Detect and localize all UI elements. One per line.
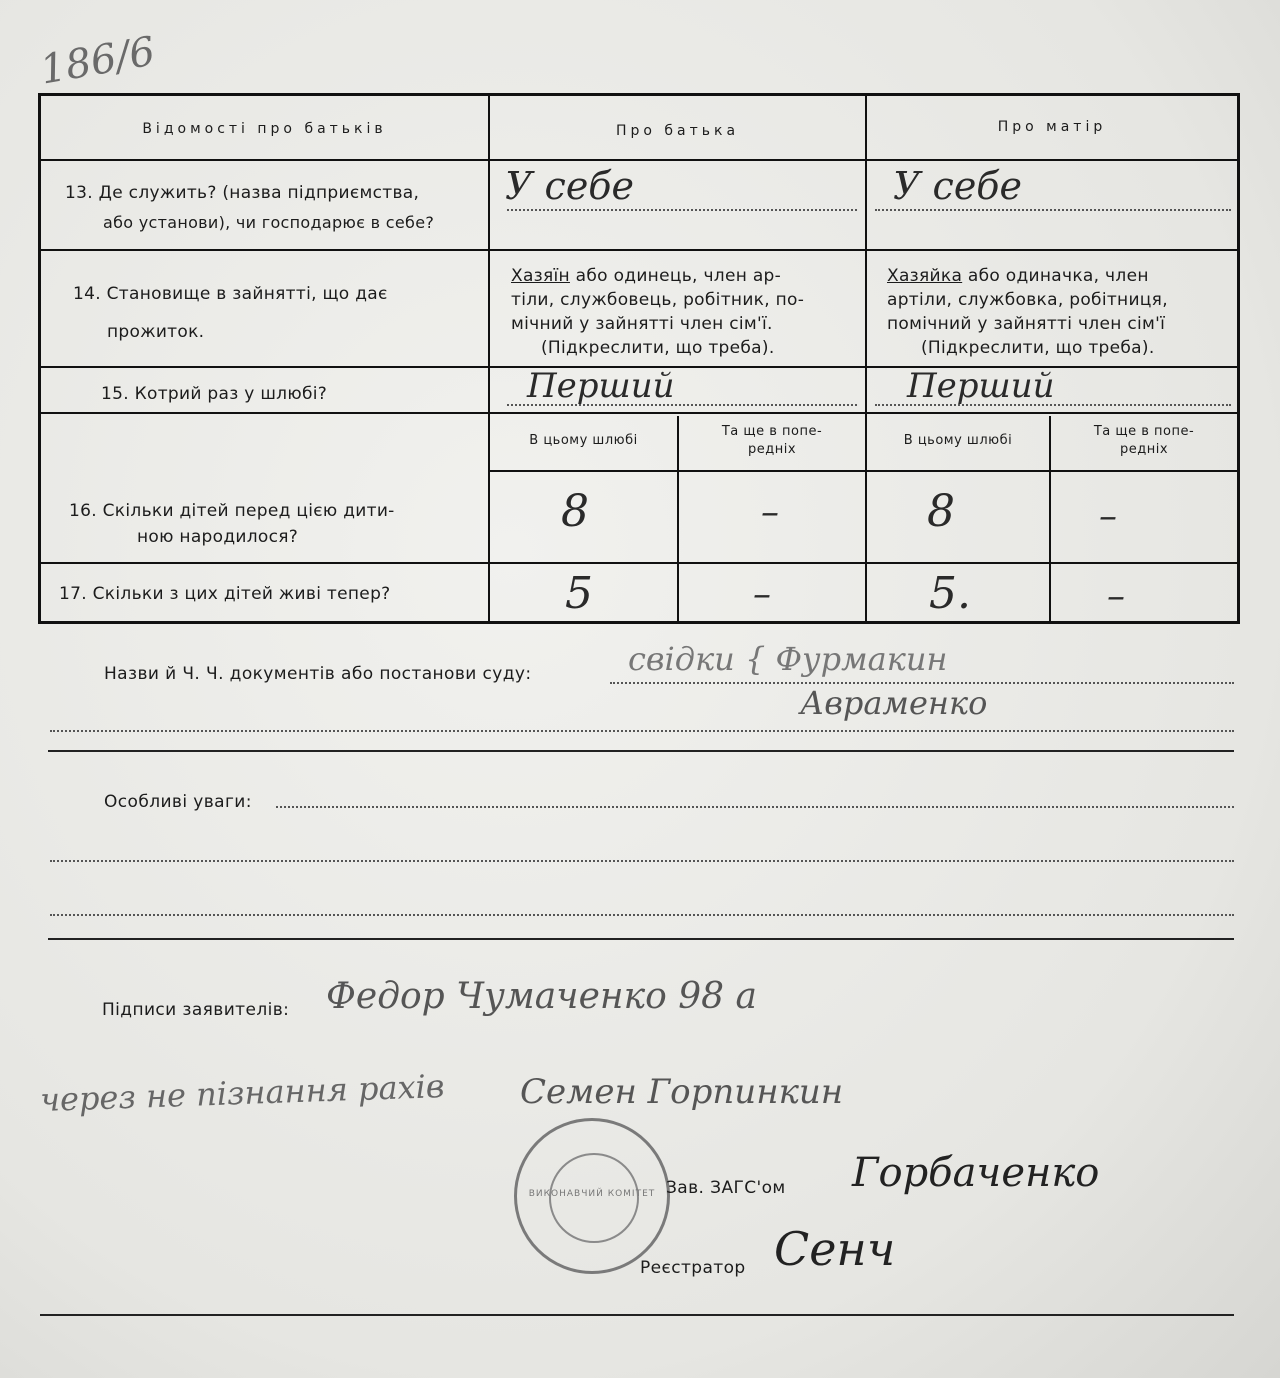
q17-mother-prev: –	[1107, 576, 1125, 617]
q14-mother-line3: помічний у зайнятті член сім'ї	[887, 314, 1166, 334]
q16-father-prev: –	[761, 492, 779, 533]
q14-father-line2: тіли, службовець, робітник, по-	[511, 290, 805, 310]
q14-mother-line2: артіли, службовка, робітниця,	[887, 290, 1168, 310]
documents-rule	[48, 750, 1234, 752]
header-parents-info: Відомості про батьків	[142, 121, 387, 137]
q15-label: 15. Котрий раз у шлюбі?	[101, 384, 328, 404]
documents-dotted-line-2	[50, 730, 1234, 732]
q13-label-line2: або установи), чи господарює в себе?	[103, 213, 435, 232]
stamp-text: ВИКОНАВЧИЙ КОМІТЕТ	[528, 1189, 656, 1199]
q16-label-line2: ною народилося?	[137, 527, 299, 547]
remarks-rule	[48, 938, 1234, 940]
documents-value-line1: свідки { Фурмакин	[628, 640, 948, 678]
row-divider-15	[41, 412, 1237, 414]
signatures-label: Підписи заявителів:	[102, 1000, 290, 1020]
q14-label-line1: 14. Становище в зайнятті, що дає	[73, 284, 388, 304]
q15-father-line	[507, 404, 857, 406]
bottom-rule	[40, 1314, 1234, 1316]
q13-father-line	[507, 209, 857, 211]
header-mother: Про матір	[997, 119, 1107, 135]
q14-father-line4: (Підкреслити, що треба).	[541, 338, 775, 358]
row-divider-header	[41, 159, 1237, 161]
q16-father-this-marriage-header: В цьому шлюбі	[529, 433, 638, 448]
documents-value-line2: Авраменко	[800, 684, 988, 722]
q13-mother-line	[875, 209, 1231, 211]
zags-head-signature: Горбаченко	[852, 1150, 1100, 1196]
q15-mother-answer: Перший	[907, 366, 1055, 406]
q14-label-line2: прожиток.	[107, 322, 205, 342]
q14-mother-rest1: або одиначка, член	[962, 266, 1149, 286]
applicant-1-signature: Федор Чумаченко 98 а	[326, 976, 757, 1017]
q14-father-underlined: Хазяїн	[511, 266, 570, 286]
q13-father-answer: У себе	[505, 164, 634, 208]
q16-father-prev-header-2: редніх	[747, 442, 797, 457]
q17-father-prev: –	[753, 574, 771, 615]
q16-label-line1: 16. Скільки дітей перед цією дити-	[69, 501, 395, 521]
q14-father-line3: мічний у зайнятті член сім'ї.	[511, 314, 773, 334]
documents-label: Назви й Ч. Ч. документів або постанови суду:	[104, 664, 532, 684]
q16-mother-this-marriage-header: В цьому шлюбі	[903, 433, 1013, 448]
remarks-dotted-line-1	[276, 806, 1234, 808]
remarks-dotted-line-3	[50, 914, 1234, 916]
q16-mother-this: 8	[927, 486, 955, 537]
q16-mother-prev-header-2: редніх	[1119, 442, 1169, 457]
header-father: Про батька	[615, 123, 740, 139]
q16-mother-prev: –	[1099, 496, 1117, 537]
q14-father-rest1: або одинець, член ар-	[569, 266, 782, 286]
col-divider-1	[488, 96, 490, 621]
corner-pencil-note: 186/6	[36, 28, 159, 94]
q14-mother-line4: (Підкреслити, що треба).	[921, 338, 1155, 358]
remarks-label: Особливі уваги:	[104, 792, 252, 812]
q16-mother-prev-header-1: Та ще в попе-	[1093, 424, 1195, 439]
q17-father-this: 5	[565, 568, 593, 619]
q14-father-line1	[511, 265, 781, 287]
official-stamp	[514, 1118, 670, 1274]
row-divider-16	[41, 562, 1237, 564]
parents-info-table	[38, 93, 1240, 624]
remarks-dotted-line-2	[50, 860, 1234, 862]
q17-mother-this: 5.	[929, 568, 971, 619]
row-divider-13	[41, 249, 1237, 251]
q16-father-prev-header-1: Та ще в попе-	[721, 424, 823, 439]
q14-mother-underlined: Хазяйка	[887, 266, 963, 286]
registrar-signature: Сенч	[774, 1222, 896, 1276]
col-divider-2	[865, 96, 867, 621]
zags-head-label: Зав. ЗАГС'ом	[666, 1178, 786, 1198]
q14-mother-line1	[887, 265, 1149, 287]
row-divider-sub	[488, 470, 1237, 472]
q13-label-line1: 13. Де служить? (назва підприємства,	[65, 183, 420, 203]
applicant-2-signature: Семен Горпинкин	[520, 1072, 844, 1112]
q16-father-this: 8	[561, 486, 589, 537]
q15-father-answer: Перший	[527, 366, 675, 406]
q13-mother-answer: У себе	[893, 164, 1022, 208]
q15-mother-line	[875, 404, 1231, 406]
illiterate-note: через не пізнання рахів	[39, 1066, 446, 1120]
registrar-label: Реєстратор	[640, 1258, 746, 1278]
q17-label: 17. Скільки з цих дітей живі тепер?	[59, 584, 391, 604]
